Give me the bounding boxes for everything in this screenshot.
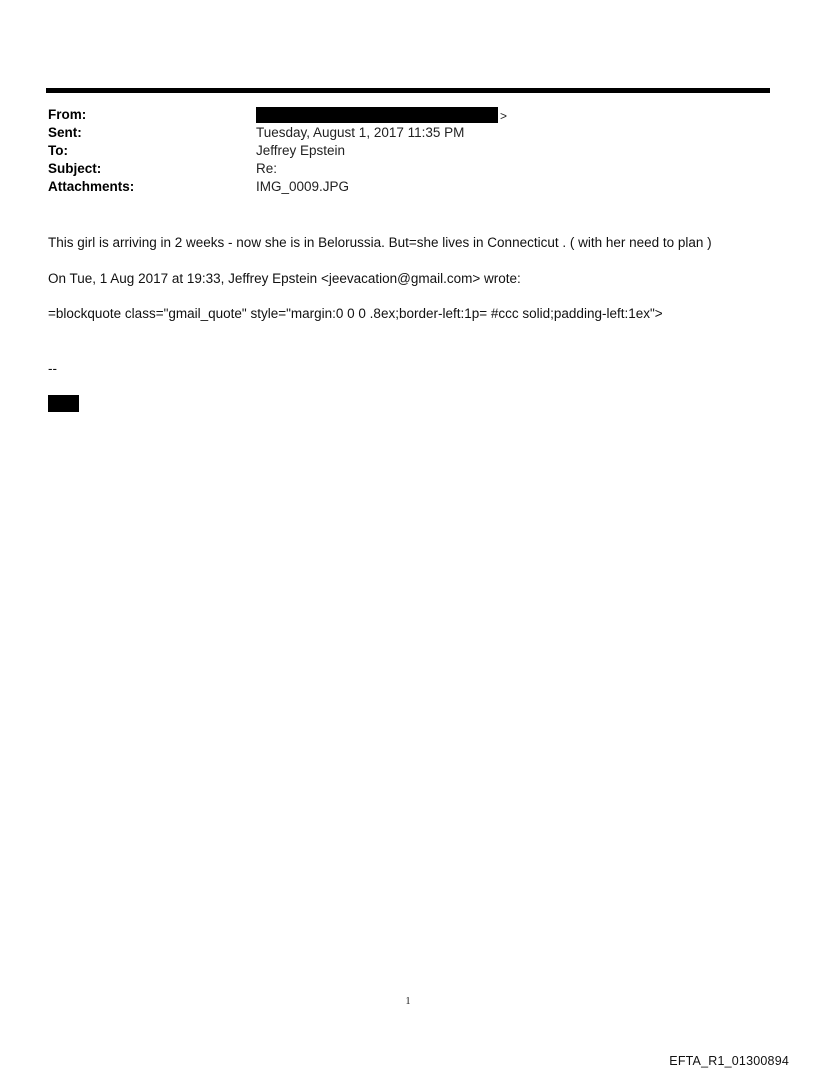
from-label: From: [48,107,87,122]
attachments-value: IMG_0009.JPG [256,179,350,194]
email-header-block [48,106,768,196]
header-row-sent [48,124,768,142]
from-suffix: > [500,109,508,123]
header-rule [46,88,770,93]
header-row-subject [48,160,768,178]
to-label: To: [48,143,68,158]
header-row-attachments [48,178,768,196]
redaction-box-signature [48,395,79,412]
signature-separator: -- [48,361,57,376]
body-paragraph-quote-intro: On Tue, 1 Aug 2017 at 19:33, Jeffrey Epstein <jeevacation@gmail.com> wrote: [48,271,521,286]
subject-value: Re: [256,161,278,176]
sent-label: Sent: [48,125,82,140]
to-value: Jeffrey Epstein [256,143,346,158]
redaction-box-from [256,107,498,123]
subject-label: Subject: [48,161,102,176]
body-paragraph-blockquote-markup: =blockquote class="gmail_quote" style="margin:0 0 0 .8ex;border-left:1p= #ccc solid;padding-left:1ex"> [48,306,663,321]
document-id: EFTA_R1_01300894 [669,1054,789,1068]
page-number: 1 [405,996,411,1007]
attachments-label: Attachments: [48,179,135,194]
sent-value: Tuesday, August 1, 2017 11:35 PM [256,125,465,140]
header-row-to [48,142,768,160]
header-row-from [48,106,768,124]
body-paragraph-1: This girl is arriving in 2 weeks - now she is in Belorussia. But=she lives in Connecticut . ( with her need to plan ) [48,235,712,250]
